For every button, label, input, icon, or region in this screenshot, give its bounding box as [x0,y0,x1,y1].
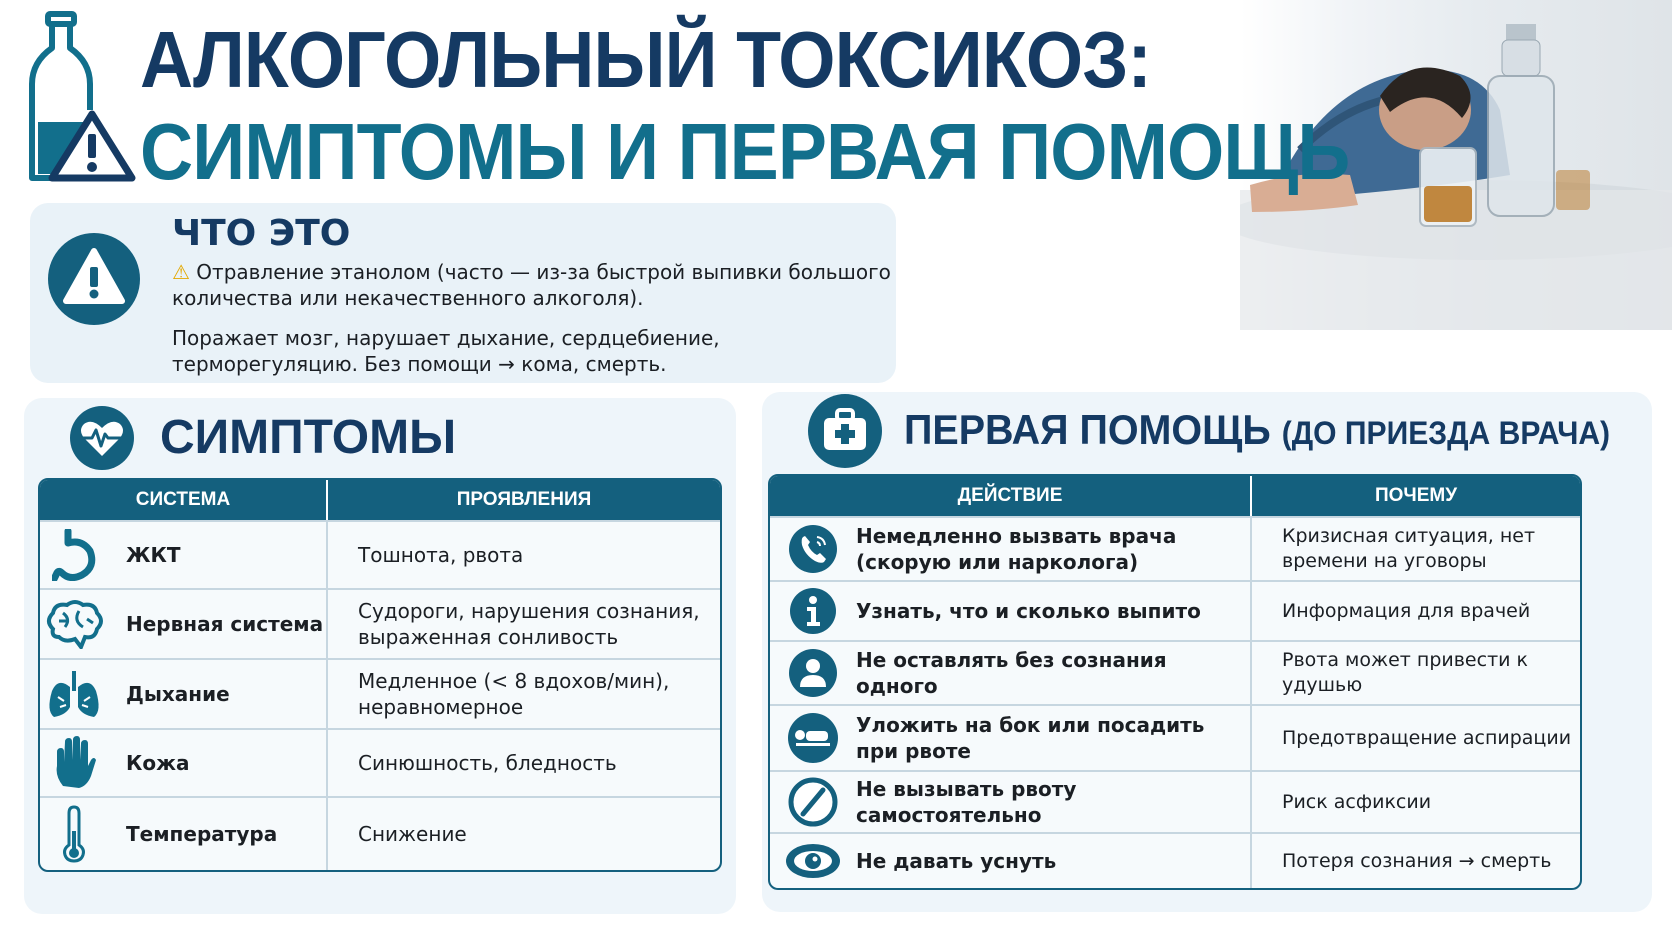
table-row [40,796,720,870]
action-label: Не давать уснуть [856,849,1057,873]
symptoms-table [38,478,722,872]
table-row [40,658,720,728]
why-cell: Рвота может привести к удушью [1250,640,1580,704]
system-label: ЖКТ [126,543,181,567]
warning-icon: ⚠ [172,260,190,284]
bottle-warning-icon [26,10,136,186]
table-row [770,580,1580,640]
info-icon [770,586,856,636]
first-aid-title-sub: (ДО ПРИЕЗДА ВРАЧА) [1281,415,1611,451]
definition-box [30,203,896,383]
manifestation-cell: Синюшность, бледность [326,728,720,796]
symptoms-panel [24,398,736,914]
table-row [770,640,1580,704]
first-aid-kit-icon [806,392,884,474]
first-aid-title [904,402,1610,461]
definition-paragraph-1 [172,259,892,311]
system-label: Дыхание [126,682,230,706]
lying-person-icon [770,711,856,765]
system-label: Температура [126,822,278,846]
table-row [770,832,1580,888]
column-header-manifestations: ПРОЯВЛЕНИЯ [326,480,720,520]
page-subtitle: СИМПТОМЫ И ПЕРВАЯ ПОМОЩЬ [140,107,1350,196]
heart-pulse-icon [68,404,136,476]
action-label: Немедленно вызвать врача (скорую или нарколога) [856,524,1177,574]
table-row [40,728,720,796]
why-cell: Предотвращение аспирации [1250,704,1580,770]
eye-icon [770,841,856,881]
warning-circle-icon [46,231,142,327]
prohibited-icon [770,776,856,828]
definition-text-1: Отравление этанолом (часто — из-за быстрой выпивки большого количества или некачественного алкоголя). [172,260,891,310]
system-label: Нервная система [126,612,324,636]
why-cell: Риск асфиксии [1250,770,1580,832]
phone-icon [770,523,856,575]
column-header-system: СИСТЕМА [40,480,326,520]
table-row [770,516,1580,580]
why-cell: Кризисная ситуация, нет времени на уговоры [1250,516,1580,580]
person-icon [770,647,856,699]
action-label: Не оставлять без сознания одного [856,648,1167,698]
system-label: Кожа [126,751,190,775]
manifestation-cell: Снижение [326,796,720,870]
definition-heading: ЧТО ЭТО [172,213,351,254]
hand-icon [40,733,108,793]
thermometer-icon [40,804,108,864]
symptoms-title: СИМПТОМЫ [160,411,457,464]
first-aid-title-main: ПЕРВАЯ ПОМОЩЬ [904,406,1271,453]
table-row [770,770,1580,832]
lungs-icon [40,664,108,724]
table-row [40,588,720,658]
manifestation-cell: Медленное (< 8 вдохов/мин), неравномерное [326,658,720,728]
first-aid-panel [762,392,1652,912]
column-header-action: ДЕЙСТВИЕ [770,476,1250,516]
page-title: АЛКОГОЛЬНЫЙ ТОКСИКОЗ: [140,15,1151,104]
table-row [40,520,720,588]
stomach-icon [40,525,108,585]
column-header-why: ПОЧЕМУ [1250,476,1580,516]
manifestation-cell: Тошнота, рвота [326,520,720,588]
action-label: Уложить на бок или посадить при рвоте [856,713,1205,763]
brain-icon [40,594,108,654]
why-cell: Потеря сознания → смерть [1250,832,1580,888]
action-label: Узнать, что и сколько выпито [856,599,1201,623]
why-cell: Информация для врачей [1250,580,1580,640]
manifestation-cell: Судороги, нарушения сознания, выраженная сонливость [326,588,720,658]
first-aid-table [768,474,1582,890]
definition-paragraph-2: Поражает мозг, нарушает дыхание, сердцебиение, терморегуляцию. Без помощи → кома, смерть. [172,326,720,376]
action-label: Не вызывать рвоту самостоятельно [856,777,1077,827]
table-row [770,704,1580,770]
